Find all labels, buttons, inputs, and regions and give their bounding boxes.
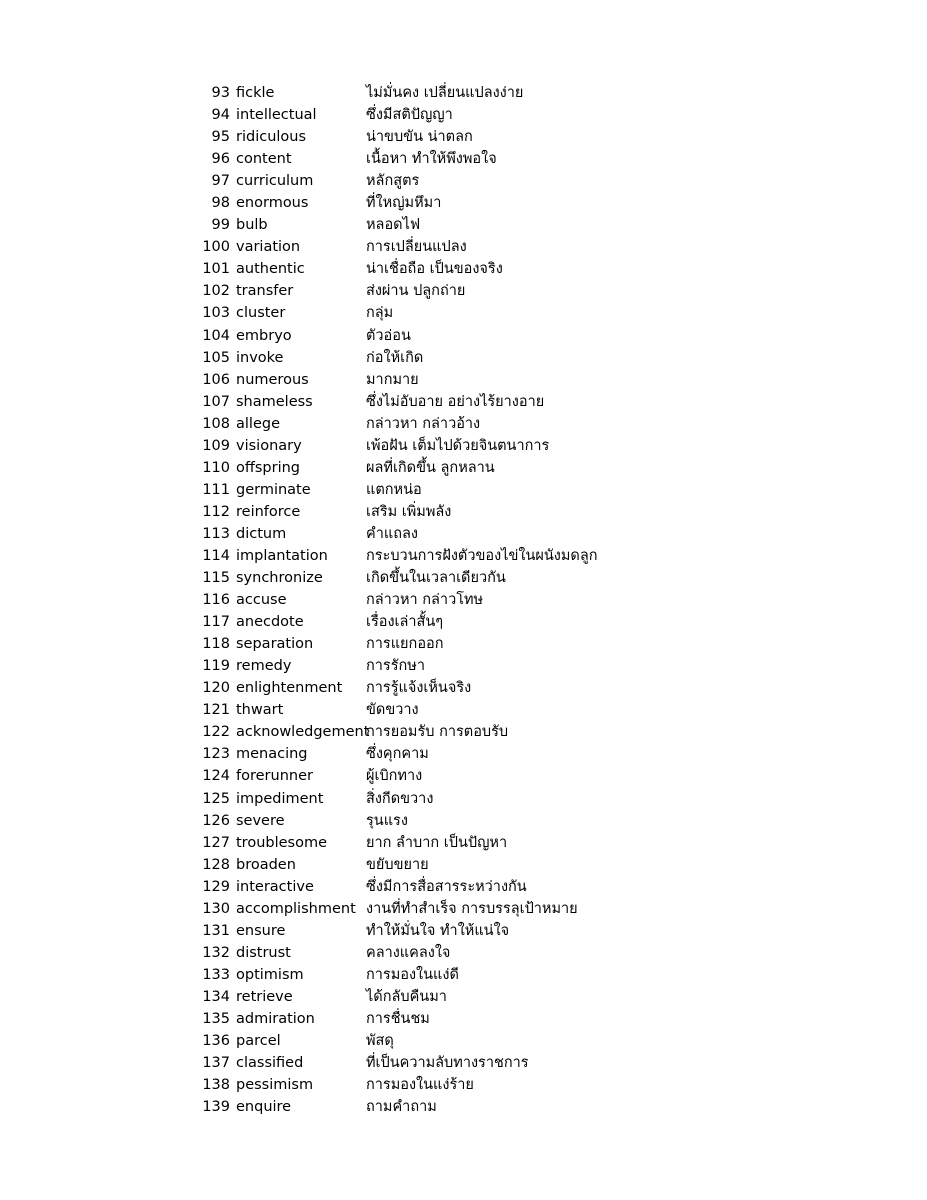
vocab-word: enlightenment: [236, 680, 343, 697]
vocab-word: severe: [236, 812, 285, 829]
vocab-row: [0, 1074, 927, 1096]
vocab-meaning: ได้กลับคืนมา: [366, 988, 447, 1005]
vocab-meaning: ซึ่งมีสติปัญญา: [366, 107, 453, 124]
vocab-row: [0, 413, 927, 435]
vocab-number: 96: [211, 151, 230, 168]
vocab-meaning: ทำให้มั่นใจ ทำให้แน่ใจ: [366, 922, 510, 939]
vocab-meaning: แตกหน่อ: [366, 481, 422, 498]
vocab-number: 116: [202, 592, 230, 609]
vocab-word: cluster: [236, 305, 286, 322]
vocab-word: impediment: [236, 790, 324, 807]
vocab-number: 99: [211, 217, 230, 234]
vocab-row: [0, 721, 927, 743]
vocab-meaning: การมองในแง่ร้าย: [366, 1077, 474, 1094]
vocab-word: pessimism: [236, 1077, 314, 1094]
vocab-number: 124: [202, 768, 230, 785]
vocab-number: 103: [202, 305, 230, 322]
vocab-number: 101: [202, 261, 230, 278]
vocab-number: 95: [211, 129, 230, 146]
vocab-word: reinforce: [236, 503, 301, 520]
vocab-word: ensure: [236, 922, 286, 939]
vocab-number: 109: [202, 437, 230, 454]
vocab-meaning: ยาก ลำบาก เป็นปัญหา: [366, 834, 508, 851]
vocab-row: [0, 589, 927, 611]
vocab-meaning: การมองในแง่ดี: [366, 966, 459, 983]
vocab-number: 97: [211, 173, 230, 190]
vocab-word: synchronize: [236, 570, 323, 587]
vocab-number: 136: [202, 1033, 230, 1050]
vocab-word: acknowledgement: [236, 724, 370, 741]
vocab-meaning: ที่ใหญ่มหึมา: [366, 195, 442, 212]
vocab-word: numerous: [236, 371, 309, 388]
vocab-meaning: คำแถลง: [366, 525, 418, 542]
vocab-meaning: กระบวนการฝังตัวของไข่ในผนังมดลูก: [366, 547, 598, 564]
vocab-meaning: ส่งผ่าน ปลูกถ่าย: [366, 283, 466, 300]
vocab-row: [0, 765, 927, 787]
vocab-row: [0, 457, 927, 479]
vocab-meaning: การรู้แจ้งเห็นจริง: [366, 680, 472, 697]
vocab-number: 93: [211, 85, 230, 101]
vocab-row: [0, 655, 927, 677]
vocab-row: [0, 854, 927, 876]
vocab-row: [0, 236, 927, 258]
vocab-row: [0, 148, 927, 170]
vocab-word: offspring: [236, 459, 301, 476]
vocab-row: [0, 898, 927, 920]
vocab-number: 135: [202, 1010, 230, 1027]
vocab-meaning: น่าขบขัน น่าตลก: [366, 129, 473, 146]
vocab-word: admiration: [236, 1010, 315, 1027]
vocab-number: 131: [202, 922, 230, 939]
vocab-meaning: เสริม เพิ่มพลัง: [366, 503, 452, 520]
vocab-word: retrieve: [236, 988, 293, 1005]
vocab-number: 115: [202, 570, 230, 587]
vocab-meaning: ที่เป็นความลับทางราชการ: [366, 1055, 529, 1072]
vocab-number: 126: [202, 812, 230, 829]
vocab-word: variation: [236, 239, 301, 256]
vocab-meaning: การยอมรับ การตอบรับ: [366, 724, 509, 741]
vocab-word: interactive: [236, 878, 314, 895]
vocab-word: implantation: [236, 547, 328, 564]
vocab-number: 121: [202, 702, 230, 719]
vocab-row: [0, 192, 927, 214]
vocab-row: [0, 258, 927, 280]
vocab-number: 127: [202, 834, 230, 851]
vocab-number: 132: [202, 944, 230, 961]
vocab-word: remedy: [236, 658, 292, 675]
vocab-row: [0, 699, 927, 721]
vocab-meaning: กล่าวหา กล่าวอ้าง: [366, 415, 481, 432]
vocab-meaning: ตัวอ่อน: [366, 327, 411, 344]
vocab-word: troublesome: [236, 834, 328, 851]
vocab-row: [0, 964, 927, 986]
vocab-number: 125: [202, 790, 230, 807]
vocab-word: invoke: [236, 349, 284, 366]
vocab-row: [0, 545, 927, 567]
vocab-meaning: ซึ่งมีการสื่อสารระหว่างกัน: [366, 878, 527, 895]
vocab-row: [0, 611, 927, 633]
vocab-row: [0, 677, 927, 699]
vocab-meaning: เนื้อหา ทำให้พึงพอใจ: [366, 151, 497, 168]
vocab-meaning: การแยกออก: [366, 636, 444, 653]
vocab-word: transfer: [236, 283, 294, 300]
vocab-number: 120: [202, 680, 230, 697]
vocab-word: thwart: [236, 702, 284, 719]
vocab-row: [0, 942, 927, 964]
vocab-row: [0, 1052, 927, 1074]
vocab-word: classified: [236, 1055, 304, 1072]
vocab-meaning: การชื่นชม: [366, 1010, 430, 1027]
vocab-word: visionary: [236, 437, 302, 454]
vocab-row: [0, 633, 927, 655]
vocab-number: 137: [202, 1055, 230, 1072]
vocab-word: allege: [236, 415, 280, 432]
vocab-number: 100: [202, 239, 230, 256]
vocab-row: [0, 986, 927, 1008]
vocab-number: 130: [202, 900, 230, 917]
vocab-word: enquire: [236, 1099, 292, 1116]
vocab-meaning: ผลที่เกิดขึ้น ลูกหลาน: [366, 459, 495, 476]
vocab-number: 123: [202, 746, 230, 763]
vocab-meaning: เกิดขึ้นในเวลาเดียวกัน: [366, 570, 506, 587]
vocab-number: 111: [202, 481, 230, 498]
vocabulary-list: [0, 82, 927, 1118]
vocab-row: [0, 479, 927, 501]
vocab-meaning: ซึ่งคุกคาม: [366, 746, 429, 763]
vocab-number: 133: [202, 966, 230, 983]
vocab-meaning: พัสดุ: [366, 1033, 394, 1050]
vocab-meaning: กลุ่ม: [366, 305, 394, 322]
vocab-word: fickle: [236, 85, 275, 101]
vocab-number: 105: [202, 349, 230, 366]
vocab-meaning: มากมาย: [366, 371, 419, 388]
vocab-row: [0, 920, 927, 942]
vocab-row: [0, 435, 927, 457]
vocab-row: [0, 810, 927, 832]
vocab-number: 117: [202, 614, 230, 631]
vocab-meaning: กล่าวหา กล่าวโทษ: [366, 592, 484, 609]
vocab-word: optimism: [236, 966, 304, 983]
vocab-meaning: หลักสูตร: [366, 173, 420, 190]
vocab-number: 119: [202, 658, 230, 675]
vocab-number: 112: [202, 503, 230, 520]
vocab-row: [0, 214, 927, 236]
vocab-number: 113: [202, 525, 230, 542]
vocab-meaning: หลอดไฟ: [366, 217, 421, 234]
vocab-meaning: ก่อให้เกิด: [366, 349, 424, 366]
vocab-word: authentic: [236, 261, 305, 278]
vocab-row: [0, 391, 927, 413]
vocab-row: [0, 302, 927, 324]
vocab-meaning: ผู้เบิกทาง: [366, 768, 423, 785]
vocab-row: [0, 347, 927, 369]
vocab-row: [0, 501, 927, 523]
vocab-word: dictum: [236, 525, 287, 542]
vocab-row: [0, 82, 927, 104]
vocab-word: enormous: [236, 195, 309, 212]
vocab-word: accuse: [236, 592, 287, 609]
vocab-meaning: สิ่งกีดขวาง: [366, 790, 434, 807]
vocab-row: [0, 280, 927, 302]
vocab-word: content: [236, 151, 292, 168]
vocab-row: [0, 325, 927, 347]
vocab-row: [0, 126, 927, 148]
vocab-meaning: น่าเชื่อถือ เป็นของจริง: [366, 261, 503, 278]
vocab-word: shameless: [236, 393, 313, 410]
vocab-word: separation: [236, 636, 314, 653]
vocab-number: 110: [202, 459, 230, 476]
vocab-row: [0, 788, 927, 810]
vocab-word: menacing: [236, 746, 308, 763]
vocab-row: [0, 743, 927, 765]
vocab-meaning: ซึ่งไม่อับอาย อย่างไร้ยางอาย: [366, 393, 545, 410]
vocab-number: 128: [202, 856, 230, 873]
vocab-word: ridiculous: [236, 129, 307, 146]
vocab-row: [0, 369, 927, 391]
vocab-word: broaden: [236, 856, 296, 873]
vocab-meaning: รุนแรง: [366, 812, 408, 829]
vocab-meaning: เรื่องเล่าสั้นๆ: [366, 614, 444, 631]
vocab-number: 129: [202, 878, 230, 895]
vocab-word: accomplishment: [236, 900, 356, 917]
vocab-meaning: ถามคำถาม: [366, 1099, 437, 1116]
vocab-row: [0, 1096, 927, 1118]
vocab-row: [0, 1030, 927, 1052]
vocab-number: 139: [202, 1099, 230, 1116]
vocab-number: 106: [202, 371, 230, 388]
vocab-word: curriculum: [236, 173, 314, 190]
vocab-number: 108: [202, 415, 230, 432]
vocab-number: 107: [202, 393, 230, 410]
vocab-meaning: งานที่ทำสำเร็จ การบรรลุเป้าหมาย: [366, 900, 578, 917]
vocab-meaning: เพ้อฝัน เต็มไปด้วยจินตนาการ: [366, 437, 550, 454]
vocab-number: 94: [211, 107, 230, 124]
vocab-number: 98: [211, 195, 230, 212]
vocab-meaning: การเปลี่ยนแปลง: [366, 239, 467, 256]
vocab-number: 114: [202, 547, 230, 564]
vocab-row: [0, 170, 927, 192]
vocab-word: embryo: [236, 327, 292, 344]
vocab-number: 122: [202, 724, 230, 741]
vocab-word: distrust: [236, 944, 291, 961]
vocab-word: germinate: [236, 481, 311, 498]
vocab-number: 138: [202, 1077, 230, 1094]
vocab-row: [0, 523, 927, 545]
vocab-row: [0, 876, 927, 898]
vocab-number: 102: [202, 283, 230, 300]
vocab-meaning: ขยับขยาย: [366, 856, 429, 873]
vocab-word: parcel: [236, 1033, 281, 1050]
vocab-number: 134: [202, 988, 230, 1005]
vocab-meaning: ไม่มั่นคง เปลี่ยนแปลงง่าย: [366, 85, 524, 101]
vocab-word: intellectual: [236, 107, 317, 124]
vocab-row: [0, 104, 927, 126]
vocab-row: [0, 1008, 927, 1030]
vocab-word: forerunner: [236, 768, 313, 785]
vocab-row: [0, 832, 927, 854]
vocab-number: 104: [202, 327, 230, 344]
vocab-meaning: ขัดขวาง: [366, 702, 419, 719]
vocab-meaning: คลางแคลงใจ: [366, 944, 451, 961]
vocab-number: 118: [202, 636, 230, 653]
vocab-word: anecdote: [236, 614, 304, 631]
vocab-word: bulb: [236, 217, 268, 234]
vocab-row: [0, 567, 927, 589]
vocab-meaning: การรักษา: [366, 658, 425, 675]
